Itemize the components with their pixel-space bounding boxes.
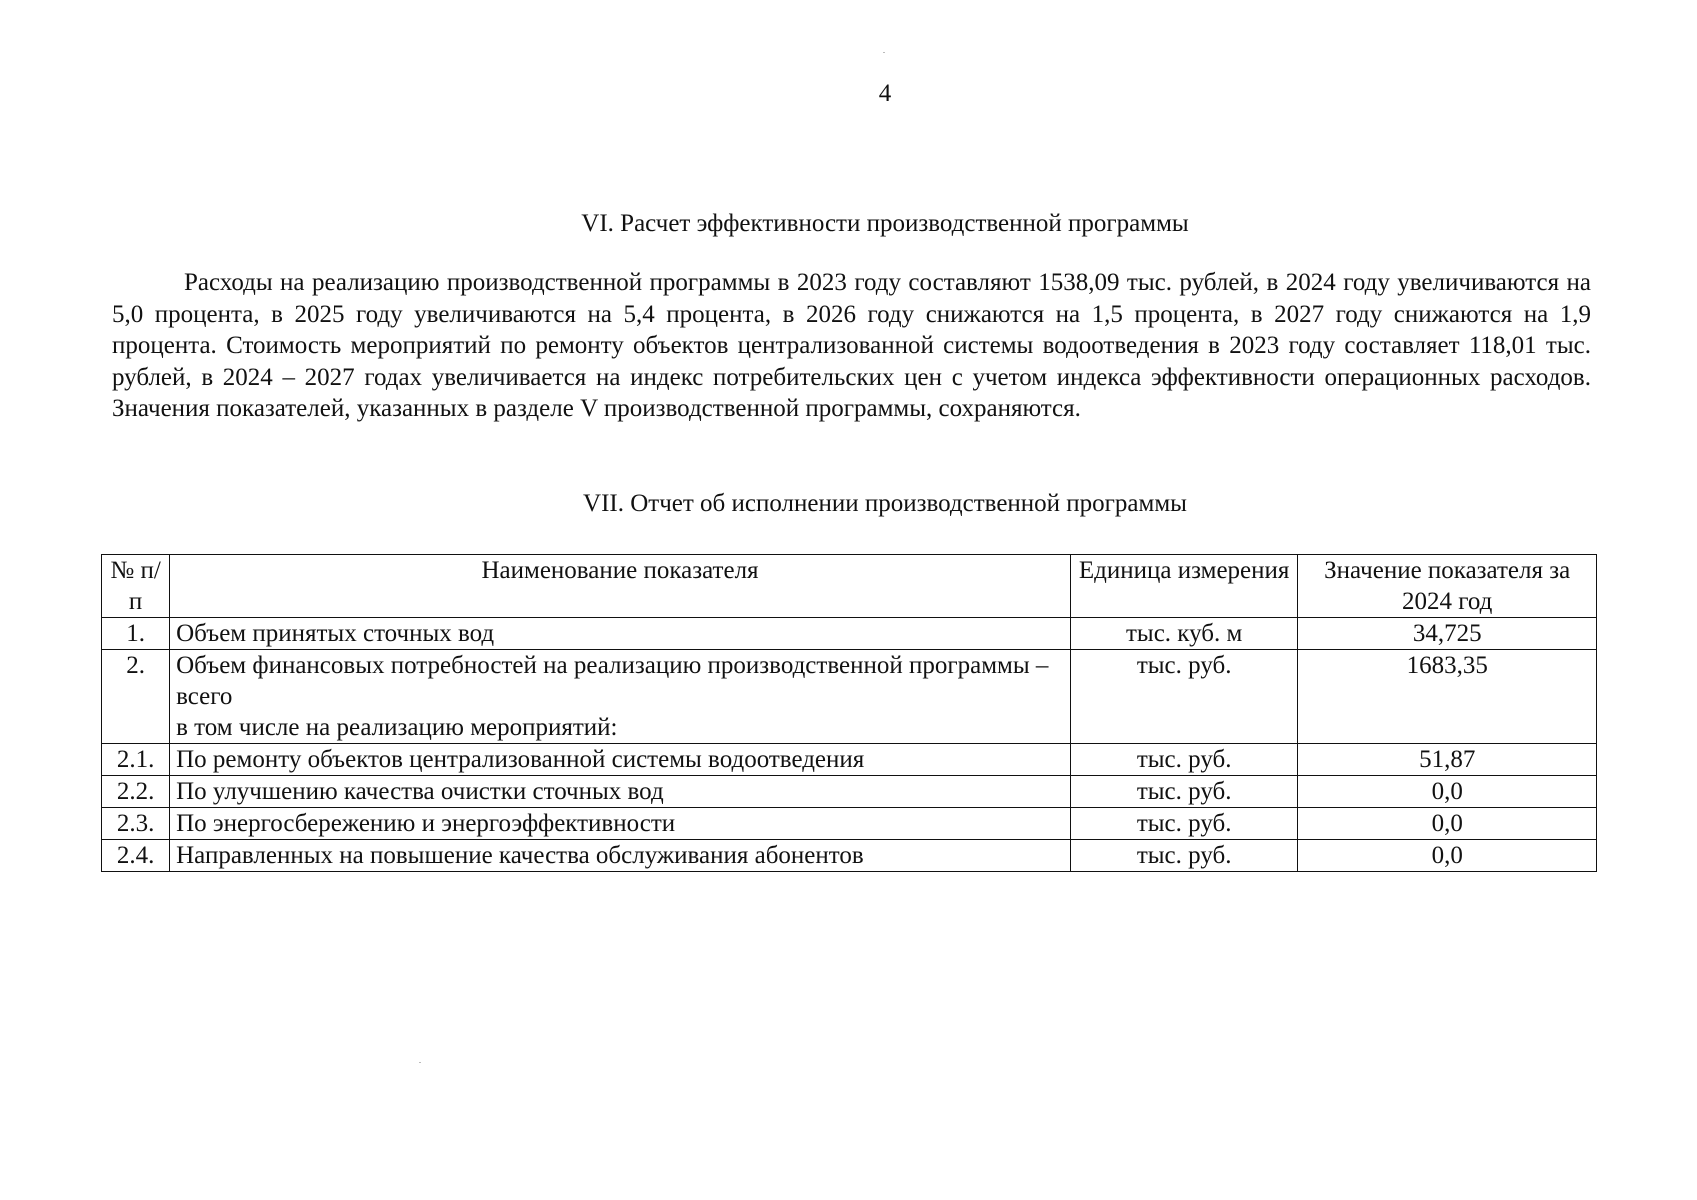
table-row [102, 618, 1597, 650]
row-name: По ремонту объектов централизованной системы водоотведения [170, 744, 1071, 776]
row-num: 2.2. [102, 776, 170, 808]
row-value: 1683,35 [1298, 650, 1597, 744]
row-name: Направленных на повышение качества обслуживания абонентов [170, 840, 1071, 872]
header-unit: Единица измерения [1070, 555, 1297, 618]
row-num: 2. [102, 650, 170, 744]
row-value: 0,0 [1298, 808, 1597, 840]
row-unit: тыс. руб. [1070, 840, 1297, 872]
row-num: 1. [102, 618, 170, 650]
row-name-main: Объем финансовых потребностей на реализацию производственной программы – всего [176, 652, 1049, 710]
row-value: 34,725 [1298, 618, 1597, 650]
row-name-sub: в том числе на реализацию мероприятий: [176, 714, 618, 741]
header-name: Наименование показателя [170, 555, 1071, 618]
page-number: 4 [878, 80, 892, 107]
row-unit: тыс. руб. [1070, 776, 1297, 808]
table-row [102, 808, 1597, 840]
row-num: 2.1. [102, 744, 170, 776]
row-name: По энергосбережению и энергоэффективности [170, 808, 1071, 840]
row-num: 2.3. [102, 808, 170, 840]
section-vi-paragraph: Расходы на реализацию производственной программы в 2023 году составляют 1538,09 тыс. рублей, в 2024 году увеличиваются на 5,0 процента, в 2025 году увеличиваются на 5,4 процента, в 2026 году снижаются на 1,5 процента, в 2027 году снижаются на 1,9 процента. Стоимость мероприятий по ремонту объектов централизованной системы водоотведения в 2023 году составляет 118,01 тыс. рублей, в 2024 – 2027 годах увеличивается на индекс потребительских цен с учетом индекса эффективности операционных расходов. Значения показателей, указанных в разделе V производственной программы, сохраняются. [112, 269, 1591, 422]
row-value: 0,0 [1298, 840, 1597, 872]
table-row [102, 776, 1597, 808]
row-value: 0,0 [1298, 776, 1597, 808]
row-num: 2.4. [102, 840, 170, 872]
header-value: Значение показателя за 2024 год [1298, 555, 1597, 618]
row-value: 51,87 [1298, 744, 1597, 776]
scan-speck [419, 1062, 421, 1063]
row-name [170, 650, 1071, 744]
section-vii-title: VII. Отчет об исполнении производственной программы [583, 490, 1187, 517]
report-table [101, 554, 1597, 872]
row-unit: тыс. руб. [1070, 808, 1297, 840]
section-vi-title: VI. Расчет эффективности производственной программы [581, 210, 1189, 237]
row-name: Объем принятых сточных вод [170, 618, 1071, 650]
row-name: По улучшению качества очистки сточных вод [170, 776, 1071, 808]
table-row [102, 650, 1597, 744]
table-row [102, 840, 1597, 872]
row-unit: тыс. руб. [1070, 650, 1297, 744]
scan-speck [883, 52, 885, 53]
row-unit: тыс. руб. [1070, 744, 1297, 776]
header-num: № п/п [102, 555, 170, 618]
table-row [102, 744, 1597, 776]
row-unit: тыс. куб. м [1070, 618, 1297, 650]
table-header-row [102, 555, 1597, 618]
